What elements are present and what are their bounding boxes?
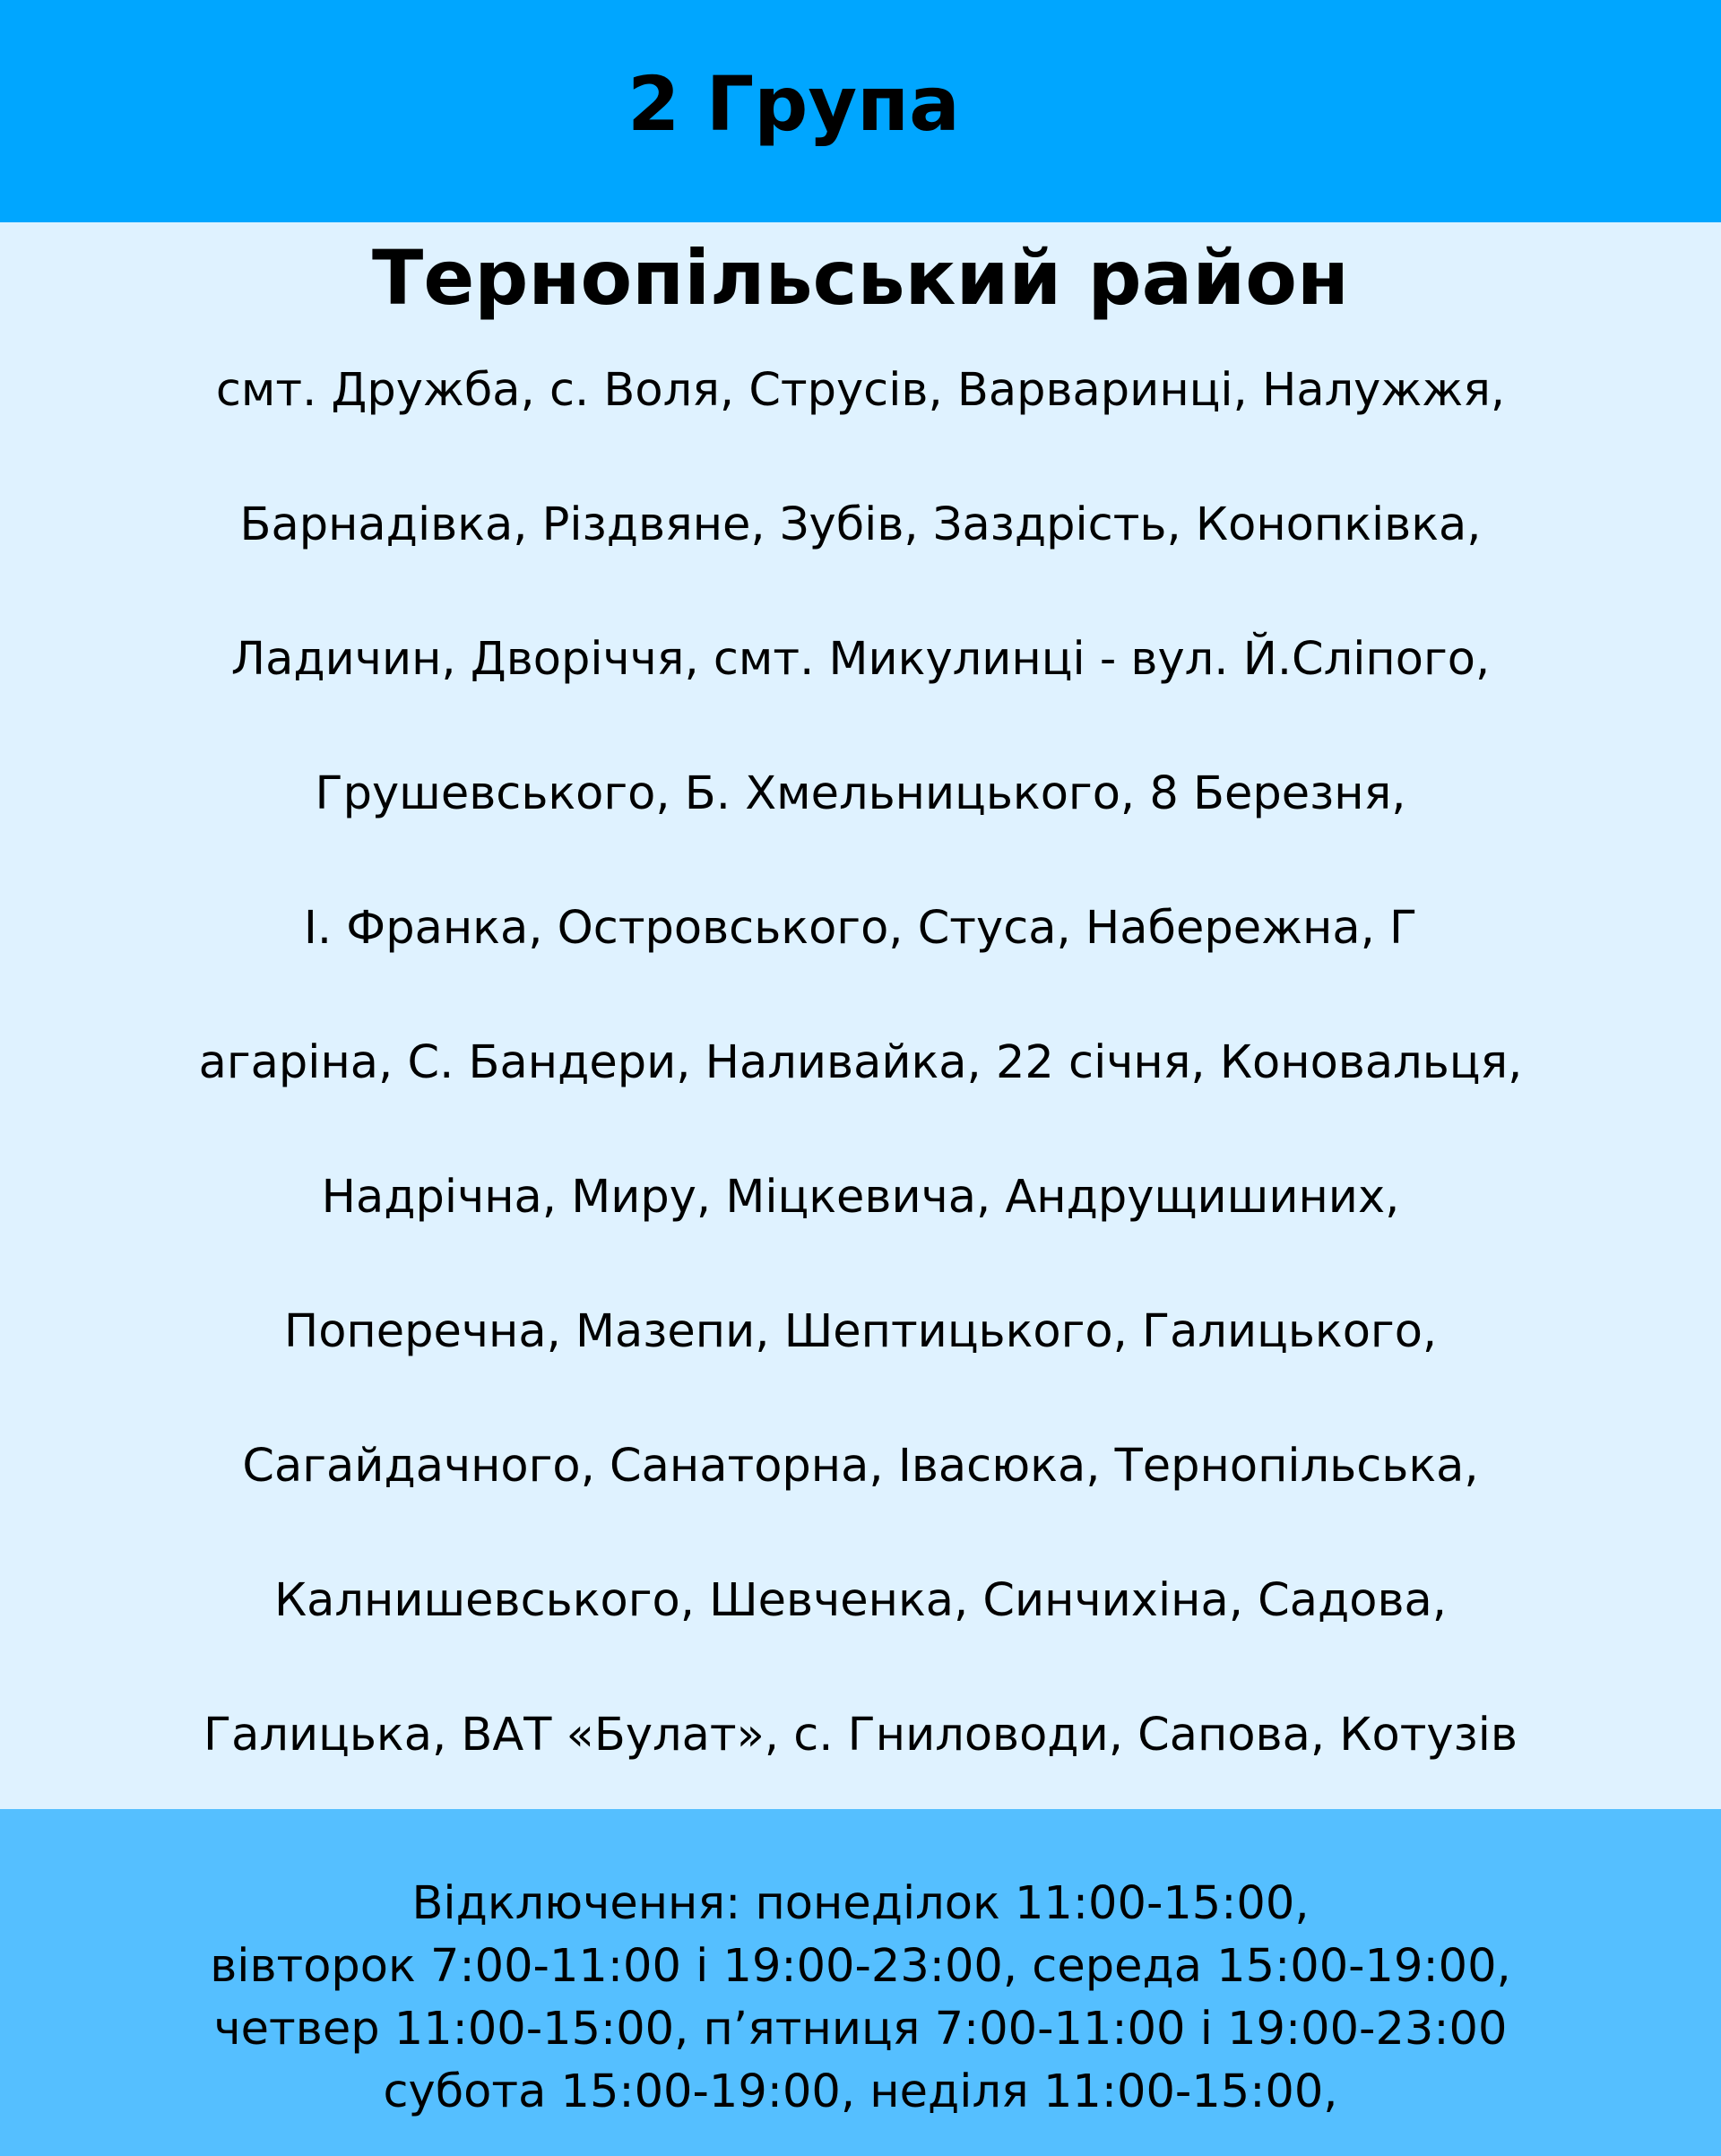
- locality-line: Калнишевського, Шевченка, Синчихіна, Садова,: [273, 1574, 1448, 1627]
- locality-line: Ладичин, Дворіччя, смт. Микулинці - вул. Й.Сліпого,: [230, 633, 1491, 686]
- district-section: [0, 222, 1721, 1809]
- locality-line: Галицька, ВАТ «Булат», с. Гниловоди, Сапова, Котузів: [203, 1709, 1518, 1762]
- outage-schedule: [0, 1877, 1721, 2132]
- schedule-line: четвер 11:00-15:00, п’ятниця 7:00-11:00 і 19:00-23:00: [213, 2003, 1508, 2056]
- locality-line: І. Франка, Островського, Стуса, Набережна, Г: [303, 902, 1418, 955]
- schedule-band: [0, 1809, 1721, 2156]
- locality-line: Барнадівка, Різдвяне, Зубів, Заздрість, Конопківка,: [239, 498, 1482, 551]
- schedule-line: вівторок 7:00-11:00 і 19:00-23:00, середа 15:00-19:00,: [210, 1940, 1511, 1993]
- locality-line: смт. Дружба, с. Воля, Струсів, Варваринці, Налужжя,: [215, 364, 1506, 417]
- locality-line: агаріна, С. Бандери, Наливайка, 22 січня, Коновальця,: [198, 1036, 1523, 1089]
- group-header-band: [0, 0, 1721, 222]
- locality-line: Надрічна, Миру, Міцкевича, Андрущишиних,: [321, 1171, 1400, 1224]
- locality-line: Поперечна, Мазепи, Шептицького, Галицького,: [283, 1305, 1438, 1358]
- localities-list: [0, 364, 1721, 1847]
- group-title: 2 Група: [627, 60, 960, 148]
- district-title: Тернопільський район: [372, 234, 1349, 322]
- locality-line: Грушевського, Б. Хмельницького, 8 Березня,: [315, 767, 1406, 820]
- locality-line: Сагайдачного, Санаторна, Івасюка, Тернопільська,: [242, 1440, 1479, 1493]
- schedule-line: Відключення: понеділок 11:00-15:00,: [411, 1877, 1310, 1930]
- schedule-line: субота 15:00-19:00, неділя 11:00-15:00,: [383, 2065, 1338, 2118]
